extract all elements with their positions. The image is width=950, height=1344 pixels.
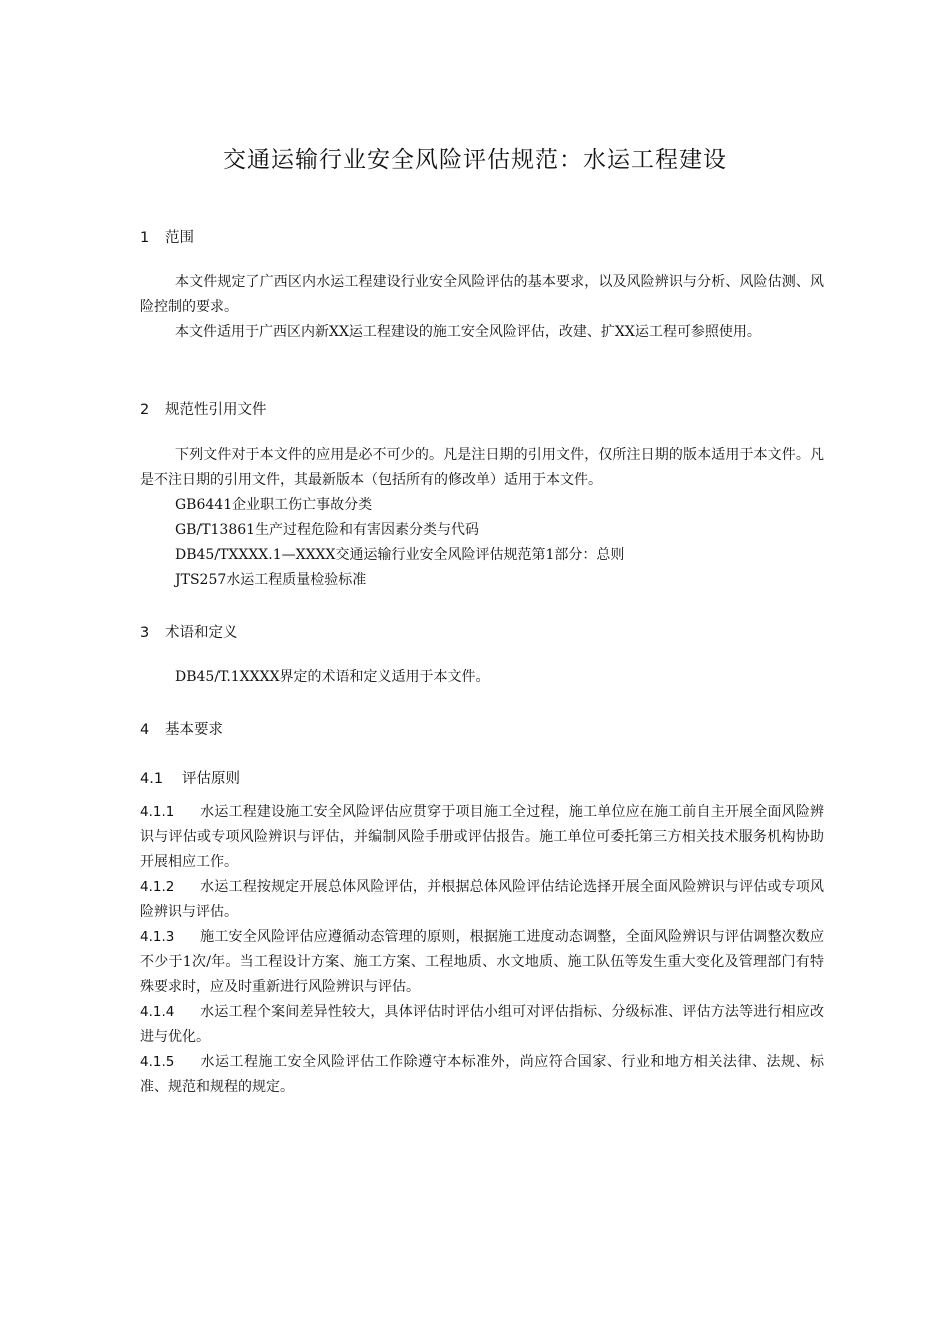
subsection-4-1-heading <box>140 767 240 788</box>
paragraph: DB45/T.1XXXX界定的术语和定义适用于本文件。 <box>175 669 490 685</box>
clause-number: 4.1.2 <box>140 879 175 895</box>
clause <box>140 875 824 925</box>
clause <box>140 1050 824 1100</box>
reference-item: GB6441企业职工伤亡事故分类 <box>175 497 373 513</box>
clause-text: 施工安全风险评估应遵循动态管理的原则，根据施工进度动态调整，全面风险辨识与评估调整次数应不少于1次/年。当工程设计方案、施工方案、工程地质、水文地质、施工队伍等发生重大变化及管理部门有特殊要求时，应及时重新进行风险辨识与评估。 <box>140 929 824 995</box>
clause <box>140 925 824 1000</box>
section-2-heading <box>140 398 267 419</box>
clause-number: 4.1.1 <box>140 804 175 820</box>
document-title: 交通运输行业安全风险评估规范：水运工程建设 <box>223 147 727 173</box>
clause <box>140 1000 824 1050</box>
section-title: 术语和定义 <box>165 625 238 641</box>
section-1-heading <box>140 226 194 247</box>
reference-item: GB/T13861生产过程危险和有害因素分类与代码 <box>175 522 480 538</box>
clause-text: 水运工程按规定开展总体风险评估，并根据总体风险评估结论选择开展全面风险辨识与评估或专项风险辨识与评估。 <box>140 879 824 920</box>
section-number: 2 <box>140 402 150 418</box>
section-title: 规范性引用文件 <box>165 402 267 418</box>
subsection-title: 评估原则 <box>182 771 240 787</box>
clause-text: 水运工程建设施工安全风险评估应贯穿于项目施工全过程，施工单位应在施工前自主开展全面风险辨识与评估或专项风险辨识与评估，并编制风险手册或评估报告。施工单位可委托第三方相关技术服务机构协助开展相应工作。 <box>140 804 824 870</box>
paragraph: 本文件适用于广西区内新XX运工程建设的施工安全风险评估，改建、扩XX运工程可参照使用。 <box>175 324 761 340</box>
reference-item: DB45/TXXXX.1—XXXX交通运输行业安全风险评估规范第1部分：总则 <box>175 547 625 563</box>
subsection-number: 4.1 <box>140 771 164 787</box>
section-number: 3 <box>140 625 150 641</box>
section-title: 基本要求 <box>165 722 223 738</box>
section-4-heading <box>140 718 223 739</box>
clause-number: 4.1.4 <box>140 1004 175 1020</box>
clause-text: 水运工程个案间差异性较大，具体评估时评估小组可对评估指标、分级标准、评估方法等进行相应改进与优化。 <box>140 1004 824 1045</box>
clause <box>140 800 824 875</box>
reference-item: JTS257水运工程质量检验标准 <box>175 572 367 588</box>
section-title: 范围 <box>165 230 194 246</box>
section-3-heading <box>140 621 238 642</box>
clause-number: 4.1.5 <box>140 1054 175 1070</box>
clause-text: 水运工程施工安全风险评估工作除遵守本标准外，尚应符合国家、行业和地方相关法律、法规、标准、规范和规程的规定。 <box>140 1054 824 1095</box>
clause-number: 4.1.3 <box>140 929 175 945</box>
section-number: 1 <box>140 230 150 246</box>
paragraph: 下列文件对于本文件的应用是必不可少的。凡是注日期的引用文件，仅所注日期的版本适用于本文件。凡是不注日期的引用文件，其最新版本（包括所有的修改单）适用于本文件。 <box>140 447 824 488</box>
section-number: 4 <box>140 722 150 738</box>
paragraph: 本文件规定了广西区内水运工程建设行业安全风险评估的基本要求，以及风险辨识与分析、风险估测、风险控制的要求。 <box>140 274 824 315</box>
